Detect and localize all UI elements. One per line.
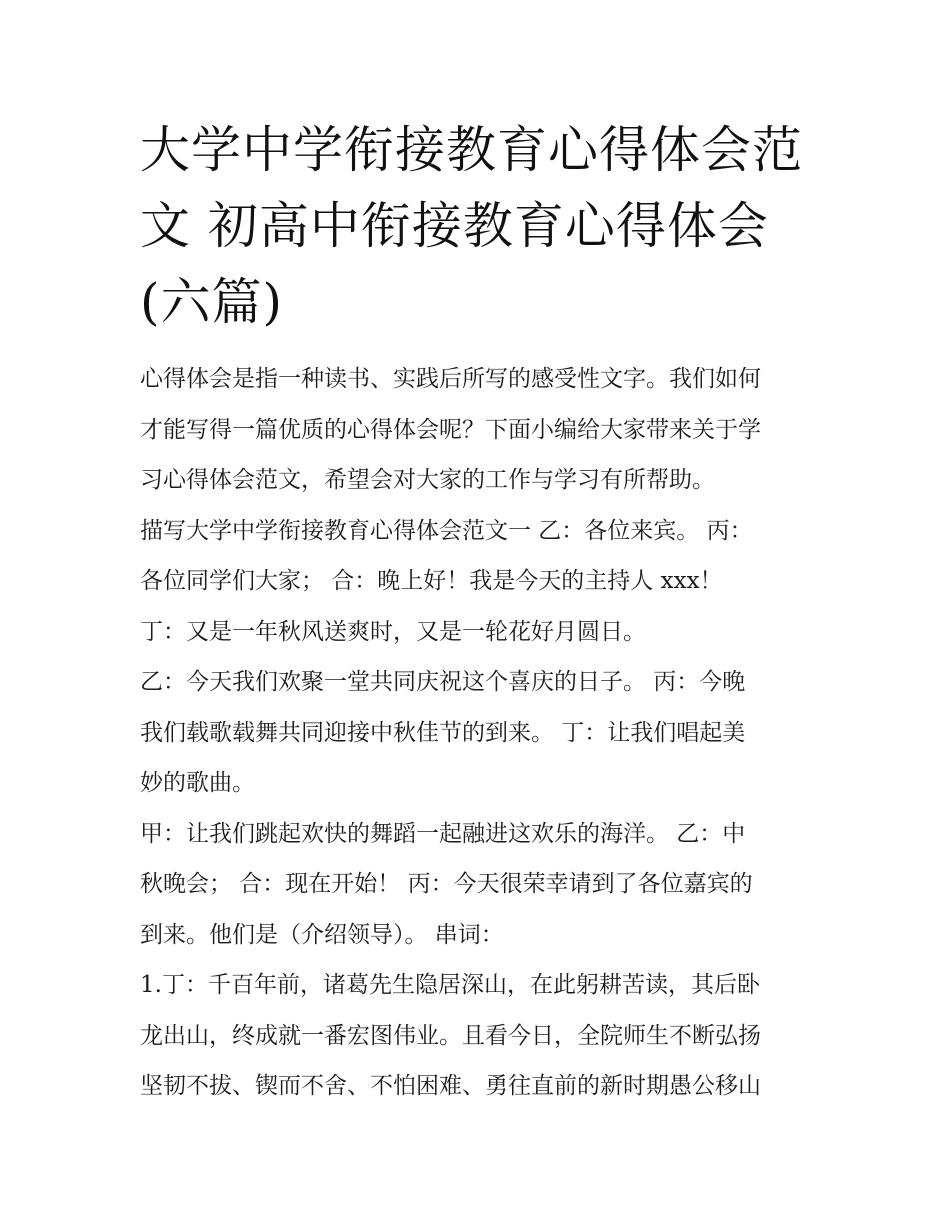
- body-line: 丁：又是一年秋风送爽时，又是一轮花好月圆日。: [140, 618, 646, 645]
- body-line: 习心得体会范文，希望会对大家的工作与学习有所帮助。: [140, 467, 715, 493]
- body-line: 龙出山，终成就一番宏图伟业。且看今日，全院师生不断弘扬: [140, 1022, 761, 1049]
- document-title: [140, 112, 820, 340]
- title-line-1: 大学中学衔接教育心得体会范: [140, 121, 803, 179]
- body-line: 坚韧不拔、锲而不舍、不怕困难、勇往直前的新时期愚公移山: [140, 1073, 761, 1099]
- title-line-3: (六篇): [140, 273, 284, 331]
- body-line: 我们载歌载舞共同迎接中秋佳节的到来。 丁：让我们唱起美: [140, 719, 746, 746]
- document-body: [140, 354, 820, 1112]
- body-line: 甲：让我们跳起欢快的舞蹈一起融进这欢乐的海洋。 乙：中: [140, 820, 746, 847]
- body-line: 到来。他们是（介绍领导）。 串词：: [140, 921, 504, 948]
- body-line: 妙的歌曲。: [140, 770, 255, 796]
- body-line: 乙：今天我们欢聚一堂共同庆祝这个喜庆的日子。 丙：今晚: [140, 669, 746, 695]
- body-line: 描写大学中学衔接教育心得体会范文一 乙：各位来宾。 丙：: [140, 517, 753, 544]
- body-line: 秋晚会； 合：现在开始！ 丙：今天很荣幸请到了各位嘉宾的: [140, 871, 753, 897]
- body-line: 各位同学们大家； 合：晚上好！我是今天的主持人 xxx！: [140, 568, 723, 594]
- body-line: 1.丁：千百年前，诸葛先生隐居深山，在此躬耕苦读，其后卧: [140, 972, 760, 998]
- body-line: 才能写得一篇优质的心得体会呢？下面小编给大家带来关于学: [140, 416, 761, 443]
- title-line-2: 文 初高中衔接教育心得体会: [140, 197, 769, 255]
- body-line: 心得体会是指一种读书、实践后所写的感受性文字。我们如何: [140, 366, 761, 392]
